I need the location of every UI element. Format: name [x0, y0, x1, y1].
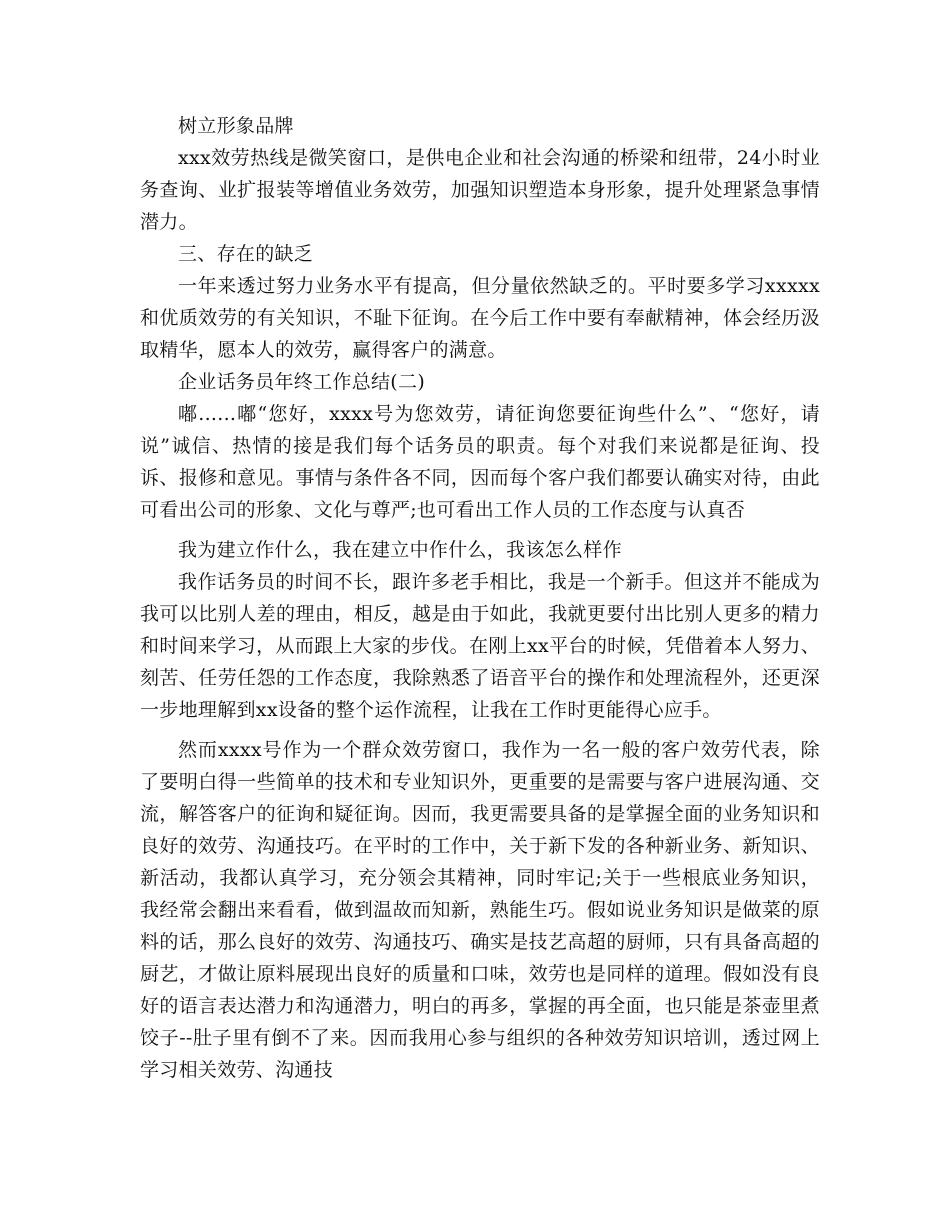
paragraph: 一年来透过努力业务水平有提高，但分量依然缺乏的。平时要多学习xxxxx和优质效劳的有关知识，不耻下征询。在今后工作中要有奉献精神，体会经历汲取精华，愿本人的效劳，赢得客户的满意。 — [140, 275, 820, 361]
section-heading: 三、存在的缺乏 — [178, 243, 314, 265]
paragraph: 嘟......嘟“您好，xxxx号为您效劳，请征询您要征询些什么”、“您好，请说”诚信、热情的接是我们每个话务员的职责。每个对我们来说都是征询、投诉、报修和意见。事情与条件各不同，因而每个客户我们都要认确实对待，由此可看出公司的形象、文化与尊严;也可看出工作人员的工作态度与认真否 — [140, 403, 820, 521]
section-heading: 企业话务员年终工作总结(二) — [178, 371, 426, 393]
document-page — [140, 110, 820, 1086]
section-heading: 树立形象品牌 — [178, 115, 294, 137]
paragraph: xxx效劳热线是微笑窗口，是供电企业和社会沟通的桥梁和纽带，24小时业务查询、业扩报装等增值业务效劳，加强知识塑造本身形象，提升处理紧急事情潜力。 — [140, 147, 820, 233]
paragraph: 然而xxxx号作为一个群众效劳窗口，我作为一名一般的客户效劳代表，除了要明白得一些简单的技术和专业知识外，更重要的是需要与客户进展沟通、交流，解答客户的征询和疑征询。因而，我更需要具备的是掌握全面的业务知识和良好的效劳、沟通技巧。在平时的工作中，关于新下发的各种新业务、新知识、新活动，我都认真学习，充分领会其精神，同时牢记;关于一些根底业务知识，我经常会翻出来看看，做到温故而知新，熟能生巧。假如说业务知识是做菜的原料的话，那么良好的效劳、沟通技巧、确实是技艺高超的厨师，只有具备高超的厨艺，才做让原料展现出良好的质量和口味，效劳也是同样的道理。假如没有良好的语言表达潜力和沟通潜力，明白的再多，掌握的再全面，也只能是茶壶里煮饺子--肚子里有倒不了来。因而我用心参与组织的各种效劳知识培训，透过网上学习相关效劳、沟通技 — [140, 739, 820, 1081]
paragraph: 我作话务员的时间不长，跟许多老手相比，我是一个新手。但这并不能成为我可以比别人差的理由，相反，越是由于如此，我就更要付出比别人更多的精力和时间来学习，从而跟上大家的步伐。在刚上xx平台的时候，凭借着本人努力、刻苦、任劳任怨的工作态度，我除熟悉了语音平台的操作和处理流程外，还更深一步地理解到xx设备的整个运作流程，让我在工作时更能得心应手。 — [140, 571, 820, 721]
section-heading: 我为建立作什么，我在建立中作什么，我该怎么样作 — [178, 539, 622, 561]
